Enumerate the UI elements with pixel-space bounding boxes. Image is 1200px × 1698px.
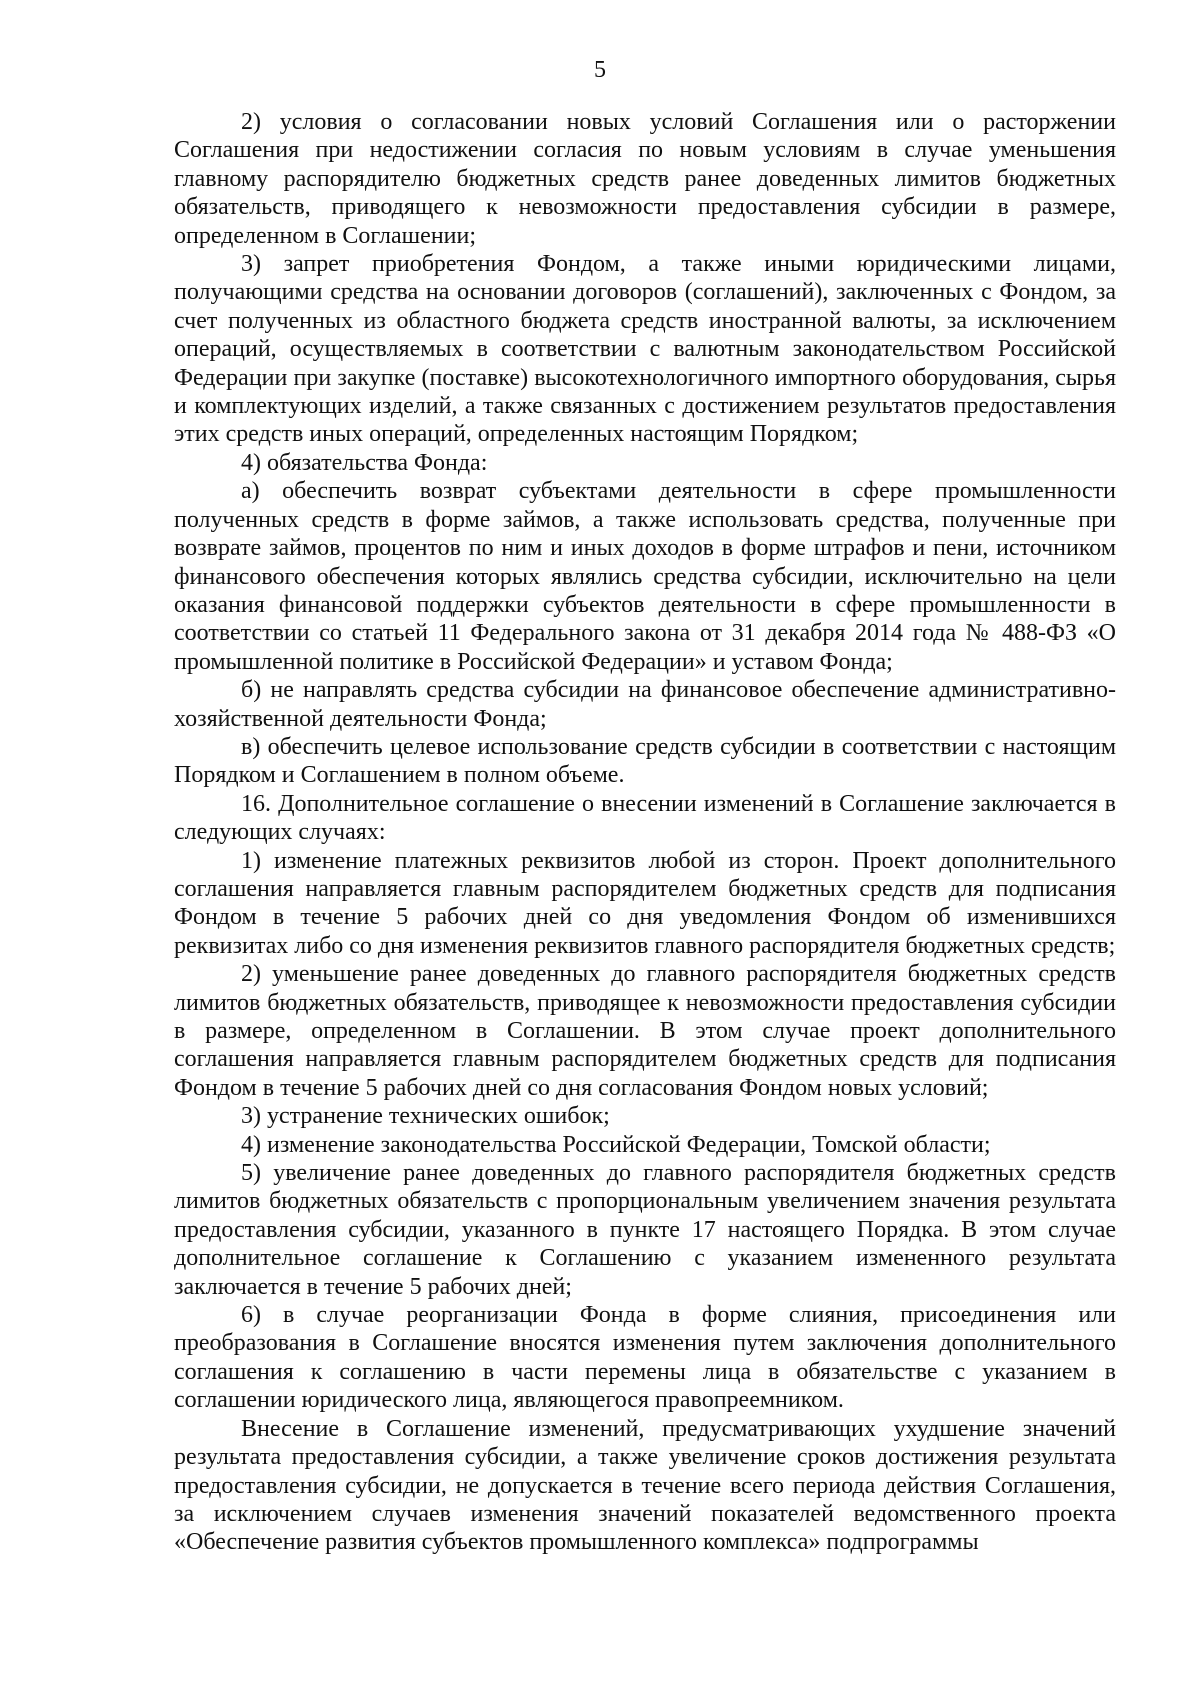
paragraph-16-additional-agreement: 16. Дополнительное соглашение о внесении изменений в Соглашение заключается в следующих случаях: bbox=[174, 790, 1116, 846]
paragraph-3-currency-ban: 3) запрет приобретения Фондом, а также иными юридическими лицами, получающими средства на основании договоров (соглашений), заключенных с Фондом, за счет полученных из областного бюджета средств иностранной валюты, за исключением операций, осуществляемых в соответствии с валютным законодательством Российской Федерации при закупке (поставке) высокотехнологичного импортного оборудования, сырья и комплектующих изделий, а также связанных с достижением результатов предоставления этих средств иных операций, определенных настоящим Порядком; bbox=[174, 251, 1116, 448]
paragraph-2-agreement-conditions: 2) условия о согласовании новых условий Соглашения или о расторжении Соглашения при недостижении согласия по новым условиям в случае уменьшения главному распорядителю бюджетных средств ранее доведенных лимитов бюджетных обязательств, приводящего к невозможности предоставления субсидии в размере, определенном в Соглашении; bbox=[174, 109, 1116, 249]
paragraph-16-5-limit-increase: 5) увеличение ранее доведенных до главного распорядителя бюджетных средств лимитов бюджетных обязательств с пропорциональным увеличением значения результата предоставления субсидии, указанного в пункте 17 настоящего Порядка. В этом случае дополнительное соглашение к Соглашению с указанием измененного результата заключается в течение 5 рабочих дней; bbox=[174, 1160, 1116, 1300]
paragraph-16-3-technical-errors: 3) устранение технических ошибок; bbox=[241, 1103, 610, 1130]
paragraph-16-4-legislation-change: 4) изменение законодательства Российской Федерации, Томской области; bbox=[241, 1131, 991, 1158]
paragraph-4c-targeted-use: в) обеспечить целевое использование средств субсидии в соответствии с настоящим Порядком и Соглашением в полном объеме. bbox=[174, 733, 1116, 789]
page-number: 5 bbox=[594, 57, 606, 83]
paragraph-4b-no-admin-expenses: б) не направлять средства субсидии на финансовое обеспечение административно-хозяйственной деятельности Фонда; bbox=[174, 677, 1116, 732]
document-body bbox=[174, 108, 1116, 1557]
paragraph-16-6-reorganization: 6) в случае реорганизации Фонда в форме слияния, присоединения или преобразования в Соглашение вносятся изменения путем заключения дополнительного соглашения к соглашению в части перемены лица в обязательстве с указанием в соглашении юридического лица, являющегося правопреемником. bbox=[174, 1302, 1116, 1414]
paragraph-4-fund-obligations: 4) обязательства Фонда: bbox=[241, 449, 488, 476]
paragraph-4a-return-funds: а) обеспечить возврат субъектами деятельности в сфере промышленности полученных средств в форме займов, а также использовать средства, полученные при возврате займов, процентов по ним и иных доходов в форме штрафов и пени, источником финансового обеспечения которых являлись средства субсидии, исключительно на цели оказания финансовой поддержки субъектов деятельности в сфере промышленности в соответствии со статьей 11 Федерального закона от 31 декабря 2014 года № 488-ФЗ «О промышленной политике в Российской Федерации» и уставом Фонда; bbox=[174, 478, 1116, 675]
paragraph-16-2-limit-reduction: 2) уменьшение ранее доведенных до главного распорядителя бюджетных средств лимитов бюджетных обязательств, приводящее к невозможности предоставления субсидии в размере, определенном в Соглашении. В этом случае проект дополнительного соглашения направляется главным распорядителем бюджетных средств для подписания Фондом в течение 5 рабочих дней со дня согласования Фондом новых условий; bbox=[174, 961, 1116, 1101]
paragraph-16-1-payment-details: 1) изменение платежных реквизитов любой из сторон. Проект дополнительного соглашения направляется главным распорядителем бюджетных средств для подписания Фондом в течение 5 рабочих дней со дня уведомления Фондом об изменившихся реквизитах либо со дня изменения реквизитов главного распорядителя бюджетных средств; bbox=[174, 847, 1116, 959]
paragraph-changes-restriction: Внесение в Соглашение изменений, предусматривающих ухудшение значений результата предоставления субсидии, а также увеличение сроков достижения результата предоставления субсидии, не допускается в течение всего периода действия Соглашения, за исключением случаев изменения значений показателей ведомственного проекта «Обеспечение развития субъектов промышленного комплекса» подпрограммы bbox=[174, 1415, 1116, 1556]
